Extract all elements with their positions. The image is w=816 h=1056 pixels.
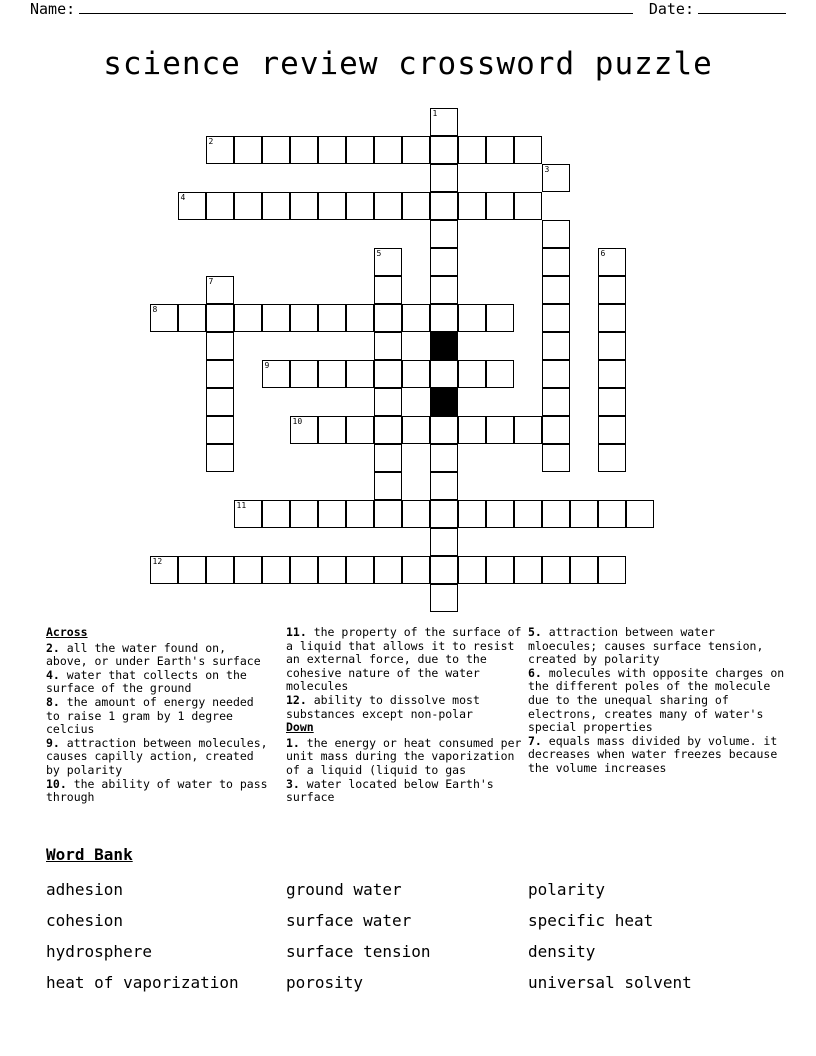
grid-cell-number: 8: [152, 305, 158, 314]
grid-cell[interactable]: [290, 416, 318, 444]
crossword-grid[interactable]: [0, 104, 816, 624]
grid-cell[interactable]: [206, 556, 234, 584]
grid-cell[interactable]: [402, 416, 430, 444]
grid-cell[interactable]: [206, 304, 234, 332]
grid-cell[interactable]: [486, 136, 514, 164]
clue-number: 7.: [528, 733, 542, 748]
grid-cell[interactable]: [374, 332, 402, 360]
clue-item: [46, 737, 271, 778]
grid-cell[interactable]: [542, 276, 570, 304]
grid-cell[interactable]: [542, 500, 570, 528]
grid-cell[interactable]: [486, 304, 514, 332]
grid-cell[interactable]: [542, 416, 570, 444]
grid-cell[interactable]: [458, 360, 486, 388]
word-bank-item: polarity: [528, 880, 606, 899]
grid-cell[interactable]: [262, 192, 290, 220]
clue-number: 12.: [286, 692, 307, 707]
grid-cell[interactable]: [430, 528, 458, 556]
grid-cell[interactable]: [402, 556, 430, 584]
clue-item: [286, 626, 526, 694]
across-clue-list-2: [286, 626, 526, 721]
grid-cell[interactable]: [514, 556, 542, 584]
word-bank-item: heat of vaporization: [46, 973, 239, 992]
clue-item: [286, 778, 526, 805]
clue-number: 8.: [46, 694, 60, 709]
grid-cell[interactable]: [598, 304, 626, 332]
clue-item: [46, 778, 271, 805]
grid-cell[interactable]: [290, 136, 318, 164]
clue-number: 9.: [46, 735, 60, 750]
clues-column-3: [528, 626, 788, 776]
grid-cell[interactable]: [430, 304, 458, 332]
grid-cell[interactable]: [206, 416, 234, 444]
grid-cell[interactable]: [290, 304, 318, 332]
grid-cell[interactable]: [234, 136, 262, 164]
grid-cell[interactable]: [374, 472, 402, 500]
grid-cell[interactable]: [206, 136, 234, 164]
grid-cell[interactable]: [346, 360, 374, 388]
grid-cell[interactable]: [458, 416, 486, 444]
grid-cell[interactable]: [430, 416, 458, 444]
clue-number: 11.: [286, 625, 307, 639]
word-bank-list: [46, 878, 786, 994]
name-date-line: [30, 0, 786, 18]
grid-cell[interactable]: [430, 584, 458, 612]
clue-text: attraction between molecules, causes capilly action, created by polarity: [46, 735, 268, 777]
clue-number: 4.: [46, 667, 60, 682]
grid-cell[interactable]: [374, 556, 402, 584]
grid-cell[interactable]: [234, 500, 262, 528]
clue-text: molecules with opposite charges on the different poles of the molecule due to the unequal sharing of electrons, creates many of water's special properties: [528, 665, 785, 735]
grid-cell[interactable]: [374, 360, 402, 388]
grid-cell[interactable]: [402, 500, 430, 528]
grid-cell[interactable]: [514, 416, 542, 444]
name-label: Name:: [30, 0, 76, 18]
grid-cell[interactable]: [318, 360, 346, 388]
word-bank-item: surface water: [286, 911, 412, 930]
grid-cell[interactable]: [290, 556, 318, 584]
grid-cell[interactable]: [430, 472, 458, 500]
grid-cell[interactable]: [262, 136, 290, 164]
grid-cell[interactable]: [206, 444, 234, 472]
grid-cell[interactable]: [290, 360, 318, 388]
grid-cell[interactable]: [542, 556, 570, 584]
word-bank-item: porosity: [286, 973, 364, 992]
clue-number: 1.: [286, 735, 300, 750]
grid-cell[interactable]: [178, 304, 206, 332]
word-bank-item: specific heat: [528, 911, 654, 930]
grid-cell-number: 7: [208, 277, 214, 286]
across-heading: Across: [46, 625, 88, 639]
word-bank-item: cohesion: [46, 911, 124, 930]
clue-text: the energy or heat consumed per unit mass during the vaporization of a liquid (liquid to gas: [286, 735, 522, 777]
word-bank-item: surface tension: [286, 942, 431, 961]
grid-cell[interactable]: [402, 360, 430, 388]
grid-cell[interactable]: [206, 192, 234, 220]
grid-cell[interactable]: [262, 304, 290, 332]
grid-cell[interactable]: [206, 388, 234, 416]
grid-cell[interactable]: [150, 304, 178, 332]
clue-number: 5.: [528, 625, 542, 639]
grid-cell[interactable]: [458, 136, 486, 164]
name-input-rule[interactable]: [79, 3, 633, 14]
grid-cell[interactable]: [486, 556, 514, 584]
word-bank-item: adhesion: [46, 880, 124, 899]
grid-cell[interactable]: [542, 388, 570, 416]
clue-item: [528, 735, 788, 776]
grid-cell[interactable]: [542, 220, 570, 248]
grid-cell[interactable]: [374, 192, 402, 220]
grid-cell[interactable]: [290, 500, 318, 528]
grid-cell[interactable]: [374, 136, 402, 164]
grid-cell[interactable]: [598, 276, 626, 304]
grid-cell[interactable]: [346, 556, 374, 584]
grid-cell[interactable]: [486, 360, 514, 388]
grid-cell[interactable]: [178, 556, 206, 584]
grid-cell[interactable]: [598, 556, 626, 584]
grid-cell[interactable]: [374, 444, 402, 472]
word-bank-item: universal solvent: [528, 973, 692, 992]
grid-cell[interactable]: [318, 192, 346, 220]
grid-cell[interactable]: [206, 360, 234, 388]
clue-text: all the water found on, above, or under Earth's surface: [46, 640, 261, 669]
grid-cell[interactable]: [234, 556, 262, 584]
down-clue-list-2: [528, 626, 788, 776]
grid-cell[interactable]: [430, 108, 458, 136]
grid-cell[interactable]: [430, 556, 458, 584]
grid-cell[interactable]: [514, 500, 542, 528]
grid-cell-number: 10: [292, 417, 303, 426]
grid-cell-blocked: [430, 388, 458, 416]
grid-cell[interactable]: [458, 304, 486, 332]
grid-cell[interactable]: [234, 304, 262, 332]
date-input-rule[interactable]: [698, 3, 786, 14]
word-bank-item: density: [528, 942, 596, 961]
clue-item: [528, 626, 788, 667]
grid-cell[interactable]: [430, 164, 458, 192]
grid-cell[interactable]: [430, 500, 458, 528]
grid-cell-number: 4: [180, 193, 186, 202]
word-bank-section: [46, 845, 786, 994]
grid-cell[interactable]: [262, 500, 290, 528]
clue-text: equals mass divided by volume. it decreases when water freezes because the volume increases: [528, 733, 778, 775]
grid-cell-number: 1: [432, 109, 438, 118]
clues-column-1: [46, 626, 271, 805]
down-heading: Down: [286, 720, 314, 735]
grid-cell[interactable]: [402, 192, 430, 220]
clues-column-2: [286, 626, 526, 805]
grid-cell[interactable]: [346, 304, 374, 332]
grid-cell[interactable]: [318, 416, 346, 444]
clue-item: [528, 667, 788, 735]
grid-cell[interactable]: [514, 192, 542, 220]
clue-text: the ability of water to pass through: [46, 776, 268, 805]
grid-cell[interactable]: [542, 332, 570, 360]
grid-cell[interactable]: [346, 192, 374, 220]
grid-cell-number: 3: [544, 165, 550, 174]
grid-cell[interactable]: [598, 248, 626, 276]
grid-cell[interactable]: [374, 500, 402, 528]
grid-cell[interactable]: [374, 248, 402, 276]
clue-text: water that collects on the surface of the ground: [46, 667, 247, 696]
word-bank-item: hydrosphere: [46, 942, 152, 961]
clue-item: [46, 669, 271, 696]
grid-cell[interactable]: [374, 276, 402, 304]
word-bank-item: ground water: [286, 880, 402, 899]
grid-cell[interactable]: [598, 416, 626, 444]
grid-cell[interactable]: [402, 136, 430, 164]
grid-cell[interactable]: [542, 360, 570, 388]
grid-cell[interactable]: [570, 500, 598, 528]
grid-cell-number: 6: [600, 249, 606, 258]
grid-cell[interactable]: [542, 248, 570, 276]
grid-cell[interactable]: [318, 136, 346, 164]
grid-cell[interactable]: [598, 332, 626, 360]
clue-number: 2.: [46, 640, 60, 655]
clue-text: attraction between water mloecules; causes surface tension, created by polarity: [528, 625, 764, 667]
grid-cell[interactable]: [486, 416, 514, 444]
grid-cell[interactable]: [626, 500, 654, 528]
down-clue-list-1: [286, 737, 526, 805]
grid-cell-number: 9: [264, 361, 270, 370]
grid-cell[interactable]: [430, 248, 458, 276]
grid-cell[interactable]: [178, 192, 206, 220]
grid-cell[interactable]: [430, 444, 458, 472]
grid-cell[interactable]: [598, 500, 626, 528]
grid-cell[interactable]: [542, 164, 570, 192]
grid-cell[interactable]: [318, 500, 346, 528]
grid-cell[interactable]: [514, 136, 542, 164]
grid-cell[interactable]: [402, 304, 430, 332]
date-label: Date:: [648, 0, 694, 18]
grid-cell[interactable]: [430, 360, 458, 388]
grid-cell-number: 11: [236, 501, 247, 510]
grid-cell-number: 5: [376, 249, 382, 258]
grid-cell[interactable]: [374, 304, 402, 332]
grid-cell[interactable]: [458, 192, 486, 220]
grid-cell[interactable]: [206, 276, 234, 304]
grid-cell[interactable]: [318, 556, 346, 584]
clues-section: [46, 626, 786, 841]
clue-number: 6.: [528, 665, 542, 680]
clue-text: the property of the surface of a liquid that allows it to resist an external force, due to the cohesive nature of the water molecules: [286, 625, 522, 694]
grid-cell-number: 2: [208, 137, 214, 146]
grid-cell-number: 12: [152, 557, 163, 566]
clue-number: 10.: [46, 776, 67, 791]
grid-cell[interactable]: [262, 360, 290, 388]
grid-cell[interactable]: [262, 556, 290, 584]
grid-cell-blocked: [430, 332, 458, 360]
grid-cell[interactable]: [430, 136, 458, 164]
grid-cell[interactable]: [542, 304, 570, 332]
clue-number: 3.: [286, 776, 300, 791]
clue-text: the amount of energy needed to raise 1 gram by 1 degree celcius: [46, 694, 254, 737]
grid-cell[interactable]: [486, 500, 514, 528]
clue-item: [286, 737, 526, 778]
clue-item: [46, 642, 271, 669]
grid-cell[interactable]: [598, 388, 626, 416]
grid-cell[interactable]: [542, 444, 570, 472]
grid-cell[interactable]: [486, 192, 514, 220]
grid-cell[interactable]: [458, 556, 486, 584]
grid-cell[interactable]: [430, 276, 458, 304]
grid-cell[interactable]: [430, 192, 458, 220]
clue-text: ability to dissolve most substances except non-polar: [286, 692, 480, 721]
grid-cell[interactable]: [346, 136, 374, 164]
across-clue-list-1: [46, 642, 271, 805]
clue-text: water located below Earth's surface: [286, 776, 494, 805]
grid-cell[interactable]: [374, 416, 402, 444]
grid-cell[interactable]: [290, 192, 318, 220]
grid-cell[interactable]: [318, 304, 346, 332]
grid-cell[interactable]: [346, 500, 374, 528]
grid-cell[interactable]: [346, 416, 374, 444]
grid-cell[interactable]: [458, 500, 486, 528]
grid-cell[interactable]: [570, 556, 598, 584]
grid-cell[interactable]: [374, 388, 402, 416]
grid-cell[interactable]: [598, 360, 626, 388]
grid-cell[interactable]: [234, 192, 262, 220]
word-bank-title: Word Bank: [46, 845, 133, 864]
clue-item: [46, 696, 271, 737]
clue-item: [286, 694, 526, 721]
grid-cell[interactable]: [206, 332, 234, 360]
page-title: science review crossword puzzle: [103, 46, 713, 82]
grid-cell[interactable]: [430, 220, 458, 248]
grid-cell[interactable]: [598, 444, 626, 472]
grid-cell[interactable]: [150, 556, 178, 584]
